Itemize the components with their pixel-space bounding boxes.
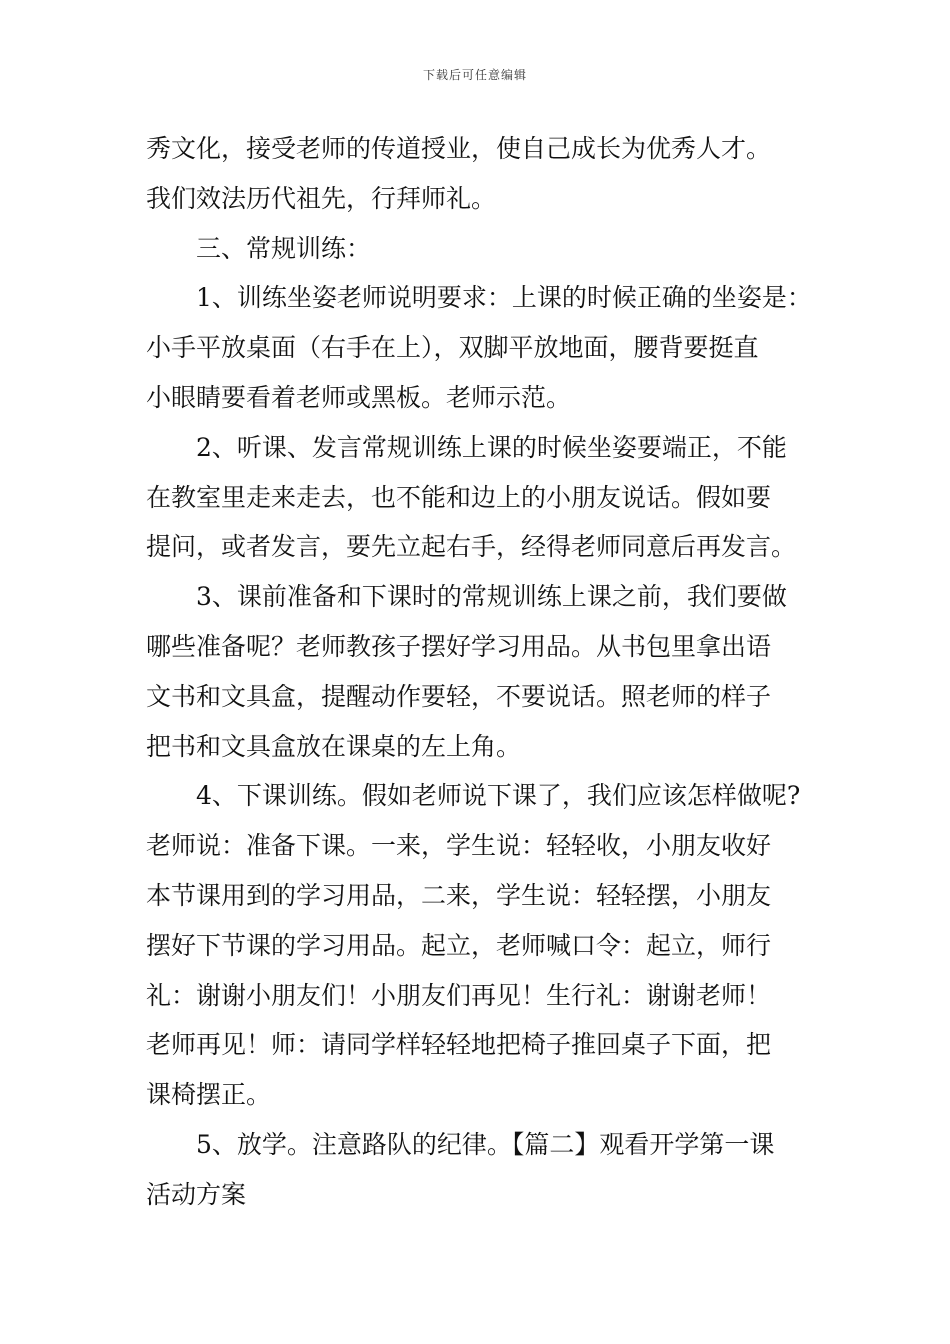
text-line: 5、放学。注意路队的纪律。【篇二】观看开学第一课: [196, 1129, 775, 1159]
text-line: 老师再见！师：请同学样轻轻地把椅子推回桌子下面，把: [146, 1030, 772, 1060]
text-line: 哪些准备呢？老师教孩子摆好学习用品。从书包里拿出语: [146, 631, 772, 661]
text-line: 秀文化，接受老师的传道授业，使自己成长为优秀人才。: [146, 134, 772, 163]
text-line: 礼：谢谢小朋友们！小朋友们再见！生行礼：谢谢老师！: [146, 980, 772, 1010]
text-line: 把书和文具盒放在课桌的左上角。: [146, 731, 522, 761]
text-line: 文书和文具盒，提醒动作要轻，不要说话。照老师的样子: [146, 681, 772, 711]
text-line: 1、训练坐姿老师说明要求：上课的时候正确的坐姿是：: [196, 283, 812, 313]
page-header: 下载后可任意编辑: [422, 68, 527, 82]
text-line: 提问，或者发言，要先立起右手，经得老师同意后再发言。: [146, 532, 797, 562]
section-heading: 三、常规训练：: [196, 233, 372, 263]
text-line: 课椅摆正。: [146, 1080, 272, 1110]
text-line: 4、下课训练。假如老师说下课了，我们应该怎样做呢?: [196, 781, 801, 811]
text-line: 本节课用到的学习用品，二来，学生说：轻轻摆，小朋友: [146, 880, 772, 910]
text-line: 小手平放桌面（右手在上），双脚平放地面，腰背要挺直: [146, 333, 759, 363]
document-body: [146, 124, 836, 1220]
text-line: 老师说：准备下课。一来，学生说：轻轻收，小朋友收好: [146, 831, 772, 861]
text-line: 3、课前准备和下课时的常规训练上课之前，我们要做: [196, 582, 787, 612]
text-line: 在教室里走来走去，也不能和边上的小朋友说话。假如要: [146, 482, 772, 512]
text-line: 2、听课、发言常规训练上课的时候坐姿要端正，不能: [196, 432, 787, 462]
text-line: 小眼睛要看着老师或黑板。老师示范。: [146, 382, 572, 412]
text-line: 摆好下节课的学习用品。起立，老师喊口令：起立，师行: [146, 930, 772, 960]
text-line: 活动方案: [146, 1179, 247, 1209]
text-line: 我们效法历代祖先，行拜师礼。: [146, 183, 497, 213]
